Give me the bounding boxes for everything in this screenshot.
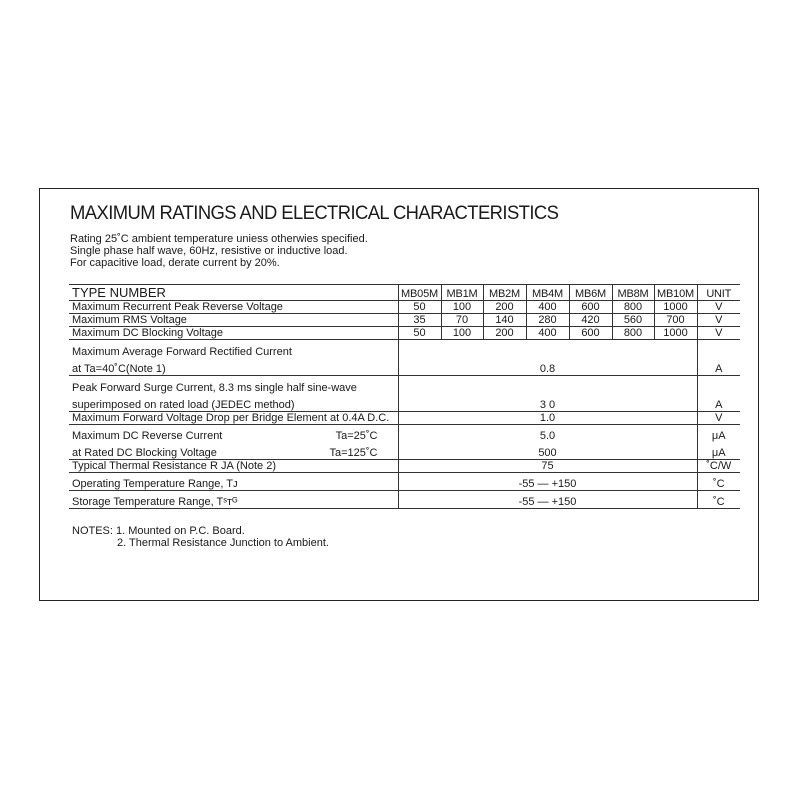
table-row bbox=[69, 394, 740, 412]
value-cell: 35 bbox=[398, 314, 441, 327]
parameter-label: at Rated DC Blocking Voltage bbox=[72, 447, 217, 459]
table-row bbox=[69, 358, 740, 376]
unit-cell: ˚C/W bbox=[697, 460, 740, 473]
value-cell: 3 0 bbox=[398, 394, 697, 412]
value-cell: 100 bbox=[441, 301, 483, 314]
value-cell: 200 bbox=[483, 327, 526, 340]
unit-cell: V bbox=[697, 314, 740, 327]
parameter-label: Operating Temperature Range, Tᴊ bbox=[69, 473, 398, 491]
unit-cell: μA bbox=[697, 442, 740, 460]
parameter-label: Storage Temperature Range, Tˢᴛᴳ bbox=[69, 491, 398, 509]
table-row bbox=[69, 425, 740, 443]
value-cell: 400 bbox=[526, 301, 569, 314]
model-header: MB4M bbox=[526, 285, 569, 301]
table-row bbox=[69, 412, 740, 425]
value-cell: 1.0 bbox=[398, 412, 697, 425]
unit-header: UNIT bbox=[697, 285, 740, 301]
value-cell: 140 bbox=[483, 314, 526, 327]
parameter-label: Maximum Forward Voltage Drop per Bridge Element at 0.4A D.C. bbox=[69, 412, 398, 425]
value-cell: 400 bbox=[526, 327, 569, 340]
value-cell: 700 bbox=[654, 314, 697, 327]
parameter-label bbox=[69, 425, 398, 443]
unit-cell: A bbox=[697, 358, 740, 376]
model-header: MB1M bbox=[441, 285, 483, 301]
model-header: MB2M bbox=[483, 285, 526, 301]
parameter-label: Typical Thermal Resistance R JA (Note 2) bbox=[69, 460, 398, 473]
condition-line: Single phase half wave, 60Hz, resistive or inductive load. bbox=[70, 245, 348, 257]
page-title: MAXIMUM RATINGS AND ELECTRICAL CHARACTERISTICS bbox=[70, 203, 559, 224]
table-header-row bbox=[69, 285, 740, 301]
value-cell: 1000 bbox=[654, 327, 697, 340]
value-cell: 200 bbox=[483, 301, 526, 314]
value-cell: 70 bbox=[441, 314, 483, 327]
table-row bbox=[69, 376, 740, 395]
parameter-label: Maximum DC Blocking Voltage bbox=[69, 327, 398, 340]
parameter-label: Peak Forward Surge Current, 8.3 ms single half sine-wave bbox=[72, 382, 357, 394]
parameter-label: Maximum Recurrent Peak Reverse Voltage bbox=[69, 301, 398, 314]
parameter-label bbox=[69, 442, 398, 460]
note-line: NOTES: 1. Mounted on P.C. Board. bbox=[72, 525, 245, 537]
unit-cell: ˚C bbox=[697, 491, 740, 509]
table-row bbox=[69, 314, 740, 327]
value-cell: 100 bbox=[441, 327, 483, 340]
parameter-label: superimposed on rated load (JEDEC method) bbox=[69, 394, 398, 412]
value-cell: -55 — +150 bbox=[398, 491, 697, 509]
unit-cell: V bbox=[697, 327, 740, 340]
value-cell: 50 bbox=[398, 327, 441, 340]
value-cell: -55 — +150 bbox=[398, 473, 697, 491]
value-cell: 5.0 bbox=[398, 425, 697, 443]
value-cell: 600 bbox=[569, 327, 612, 340]
table-row bbox=[69, 340, 740, 359]
ratings-table bbox=[69, 284, 740, 509]
value-cell: 0.8 bbox=[398, 358, 697, 376]
condition-line: For capacitive load, derate current by 20%. bbox=[70, 257, 280, 269]
table-row bbox=[69, 327, 740, 340]
unit-cell: μA bbox=[697, 425, 740, 443]
parameter-label: Maximum RMS Voltage bbox=[69, 314, 398, 327]
condition-label: Ta=25˚C bbox=[335, 430, 378, 442]
model-header: MB6M bbox=[569, 285, 612, 301]
value-cell: 560 bbox=[612, 314, 654, 327]
condition-line: Rating 25˚C ambient temperature uniess otherwies specified. bbox=[70, 233, 368, 245]
value-cell: 50 bbox=[398, 301, 441, 314]
value-cell: 420 bbox=[569, 314, 612, 327]
unit-cell: ˚C bbox=[697, 473, 740, 491]
model-header: MB10M bbox=[654, 285, 697, 301]
model-header: MB8M bbox=[612, 285, 654, 301]
value-cell: 500 bbox=[398, 442, 697, 460]
parameter-label: Maximum DC Reverse Current bbox=[72, 430, 223, 442]
value-cell: 1000 bbox=[654, 301, 697, 314]
parameter-label: Maximum Average Forward Rectified Current bbox=[72, 346, 292, 358]
parameter-label: at Ta=40˚C(Note 1) bbox=[69, 358, 398, 376]
value-cell: 800 bbox=[612, 327, 654, 340]
table-row bbox=[69, 460, 740, 473]
model-header: MB05M bbox=[398, 285, 441, 301]
value-cell: 75 bbox=[398, 460, 697, 473]
table-row bbox=[69, 301, 740, 314]
unit-cell: V bbox=[697, 301, 740, 314]
value-cell: 800 bbox=[612, 301, 654, 314]
unit-cell: A bbox=[697, 394, 740, 412]
table-row bbox=[69, 473, 740, 491]
note-line: 2. Thermal Resistance Junction to Ambient. bbox=[117, 537, 329, 549]
type-number-header: TYPE NUMBER bbox=[69, 285, 398, 301]
value-cell: 280 bbox=[526, 314, 569, 327]
value-cell: 600 bbox=[569, 301, 612, 314]
unit-cell: V bbox=[697, 412, 740, 425]
table-row bbox=[69, 442, 740, 460]
table-row bbox=[69, 491, 740, 509]
condition-label: Ta=125˚C bbox=[329, 447, 378, 459]
